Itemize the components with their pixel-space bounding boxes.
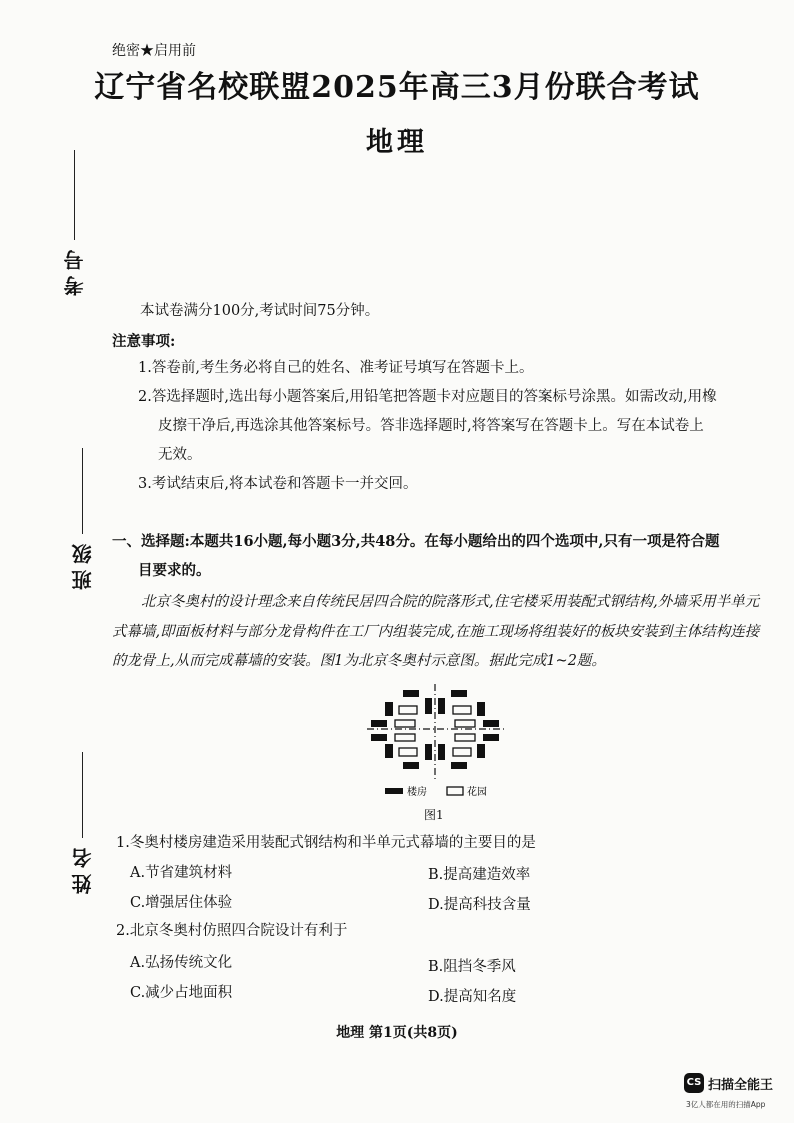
question-stem: 2.北京冬奥村仿照四合院设计有利于 [116,923,348,939]
question-stem: 1.冬奥村楼房建造采用装配式钢结构和半单元式幕墙的主要目的是 [116,835,536,851]
winter-olympic-village-diagram [355,684,515,804]
legend-garden-label: 花园 [467,787,487,798]
subject-title: 地理 [366,127,428,158]
notice-item: 3.考试结束后,将本试卷和答题卡一并交回。 [138,476,418,492]
notice-item: 皮擦干净后,再选涂其他答案标号。答非选择题时,将答案写在答题卡上。写在本试卷上 [158,418,704,434]
legend-building-label: 楼房 [407,787,427,798]
legend-building-swatch [385,788,403,794]
option-c: C.增强居住体验 [130,895,233,911]
legend-garden-swatch [447,787,463,795]
option-c: C.减少占地面积 [130,985,233,1001]
page-footer: 地理 第1页(共8页) [336,1025,458,1041]
camscanner-logo: CS [684,1073,704,1093]
option-a: A.弘扬传统文化 [130,955,233,971]
section-heading-cont: 目要求的。 [138,562,211,579]
secret-mark: 绝密★启用前 [112,43,196,59]
camscanner-tagline: 3亿人都在用的扫描App [686,1100,766,1109]
exam-no-line [74,150,75,240]
option-b: B.阻挡冬季风 [428,959,516,975]
notice-item: 无效。 [158,447,202,463]
figure-caption: 图1 [424,808,444,822]
option-a: A.节省建筑材料 [130,865,233,881]
camscanner-name: 扫描全能王 [708,1078,774,1093]
reading-passage: 北京冬奥村的设计理念来自传统民居四合院的院落形式,住宅楼采用装配式钢结构,外墙采用半单元式幕墙,即面板材料与部分龙骨构件在工厂内组装完成,在施工现场将组装好的板块安装到主体结构连接的龙骨上,从而完成幕墙的安装。图1为北京冬奥村示意图。据此完成1~2题。 [112,594,760,670]
class-line [82,448,83,534]
notice-item: 2.答选择题时,选出每小题答案后,用铅笔把答题卡对应题目的答案标号涂黑。如需改动,用橡 [138,389,717,405]
name-line [82,752,83,838]
exam-title: 辽宁省名校联盟2025年高三3月份联合考试 [94,70,700,105]
exam-no-label: 考号 [63,244,87,296]
option-b: B.提高建造效率 [428,867,531,883]
score-time: 本试卷满分100分,考试时间75分钟。 [140,303,380,319]
section-heading: 一、选择题:本题共16小题,每小题3分,共48分。在每小题给出的四个选项中,只有一项是符合题 [112,533,720,550]
option-d: D.提高知名度 [428,989,517,1005]
class-label: 班级 [71,538,95,590]
option-d: D.提高科技含量 [428,897,531,913]
name-label: 姓名 [71,842,95,894]
notice-item: 1.答卷前,考生务必将自己的姓名、准考证号填写在答题卡上。 [138,360,534,376]
notice-title: 注意事项: [112,333,176,350]
